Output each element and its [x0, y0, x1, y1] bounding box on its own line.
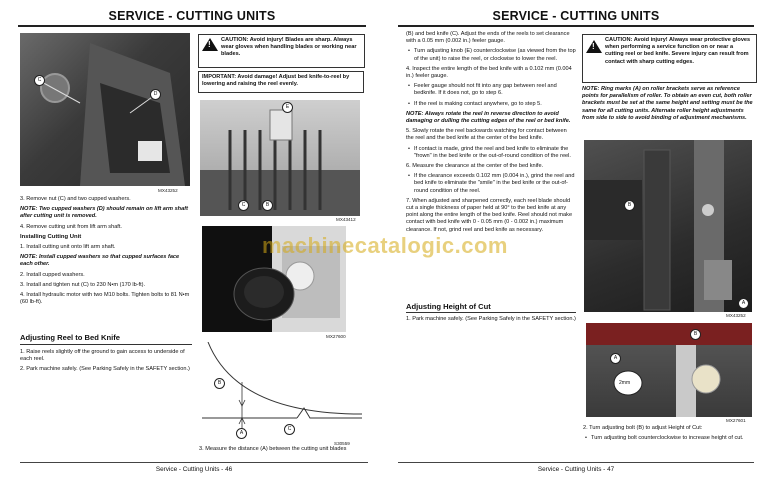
photo-height-of-cut — [586, 323, 752, 417]
important-box — [198, 71, 364, 93]
step-text: 1. Raise reels slightly off the ground to gain access to underside of each reel. — [20, 349, 185, 363]
footer-rule — [398, 462, 754, 463]
bullet-text: • If the clearance exceeds 0.102 mm (0.004 in.), grind the reel and bed knife to eliminate the "smile" in the bed knife or the out-of-round condition of the reel. — [406, 173, 576, 195]
callout-a: A — [610, 353, 621, 364]
warning-icon — [202, 38, 218, 51]
step-text: 2. Park machine safely. (See Parking Safely in the SAFETY section.) — [20, 366, 190, 373]
caution-text: CAUTION: Avoid injury! Always wear protective gloves when performing a service function on or near a cutting reel or bed knife. Severe injury can result from contact with sharp cutting edges. — [605, 37, 751, 65]
bullet-text: • Feeler gauge should not fit into any gap between reel and bedknife. If it does not, go to step 6. — [406, 83, 576, 97]
section-heading: Adjusting Reel to Bed Knife — [20, 333, 120, 342]
step-text: (B) and bed knife (C). Adjust the ends of the reels to set clearance with a 0.05 mm (0.002 in.) feeler gauge. — [406, 31, 570, 45]
right-col1b-text — [406, 316, 576, 326]
step-text: 2. Install cupped washers. — [20, 271, 85, 278]
caution-box — [198, 34, 365, 68]
callout-b: B — [690, 329, 701, 340]
header-rule — [18, 25, 366, 27]
watermark: machinecatalogic.com — [262, 233, 508, 258]
step-text: 3. Measure the distance (A) between the cutting unit blades — [199, 446, 347, 452]
step-text: 5. Slowly rotate the reel backwards watching for contact between the reel and the bed knife at the center of the bed knife. — [406, 128, 567, 142]
warning-icon — [586, 40, 602, 53]
photo-reel-knob — [200, 100, 360, 216]
section-rule — [20, 344, 192, 345]
ring-marks-note: NOTE: Ring marks (A) on roller brackets serve as reference points for parallelism of roller. To obtain an even cut, both roller brackets must be set at the same height and setting must be the same for all cutting units. Alternate roller height adjustments from side to side to avoid binding of adjustment mechanisms. — [582, 86, 753, 121]
callout-b: B — [624, 200, 635, 211]
step-text: 2. Turn adjusting bolt (B) to adjust Height of Cut: — [583, 425, 703, 431]
note-text: NOTE: Two cupped washers (D) should remain on lift arm shaft after cutting unit is removed. — [20, 206, 188, 220]
step-text: 6. Measure the clearance at the center of the bed knife. — [406, 163, 544, 170]
diagram-code: S30559 — [334, 441, 350, 446]
page-footer: Service - Cutting Units - 46 — [155, 466, 233, 473]
page-header: SERVICE - CUTTING UNITS — [492, 9, 660, 23]
callout-c: C — [238, 200, 249, 211]
reel-clearance-diagram — [202, 342, 362, 440]
callout-b: B — [214, 378, 225, 389]
photo-roller-bracket — [584, 140, 752, 312]
left-col2-bottom — [199, 446, 371, 456]
photo-cutting-unit-lift-arm — [20, 33, 190, 186]
left-col1-text — [20, 196, 192, 309]
step-text: 3. Remove nut (C) and two cupped washers. — [20, 196, 131, 202]
step-text: 1. Park machine safely. (See Parking Safely in the SAFETY section.) — [406, 316, 576, 322]
right-col2-bottom — [583, 425, 757, 445]
photo-code: MX43252 — [158, 188, 178, 193]
footer-rule — [20, 462, 368, 463]
callout-e: E — [282, 102, 293, 113]
note-text: NOTE: Install cupped washers so that cupped surfaces face each other. — [20, 254, 180, 268]
callout-c: C — [34, 75, 45, 86]
header-rule — [398, 25, 754, 27]
section-heading: Adjusting Height of Cut — [406, 302, 491, 311]
caution-box — [582, 34, 757, 83]
page-header: SERVICE - CUTTING UNITS — [108, 9, 276, 23]
step-text: 4. Inspect the entire length of the bed knife with a 0.102 mm (0.004 in.) feeler gauge. — [406, 65, 572, 80]
photo-code: MX27600 — [326, 334, 346, 339]
callout-a: A — [236, 428, 247, 439]
callout-c: C — [284, 424, 295, 435]
left-col1b-text — [20, 349, 192, 377]
callout-d: D — [150, 89, 161, 100]
subheading: Installing Cutting Unit — [20, 233, 82, 240]
right-col1-text — [406, 31, 576, 237]
photo-code: MX43412 — [336, 217, 356, 222]
bullet-text: • If contact is made, grind the reel and bed knife to eliminate the "frown" in the bed knife or the out-of-round condition of the reel. — [406, 146, 576, 160]
callout-b: B — [262, 200, 273, 211]
step-text: 4. Remove cutting unit from lift arm shaft. — [20, 223, 122, 230]
step-text: 1. Install cutting unit onto lift arm shaft. — [20, 244, 116, 251]
note-text: NOTE: Always rotate the reel in reverse direction to avoid damaging or dulling the cutting edges of the reel or bed knife. — [406, 110, 571, 125]
caution-text: CAUTION: Avoid injury! Blades are sharp. Always wear gloves when handling blades or working near blades. — [221, 37, 357, 58]
step-text: 3. Install and tighten nut (C) to 230 N•m (170 lb-ft). — [20, 281, 146, 288]
gauge-label: 2mm — [619, 380, 631, 386]
bullet-text: • Turn adjusting bolt counterclockwise to increase height of cut. — [583, 435, 757, 442]
page-footer: Service - Cutting Units - 47 — [537, 466, 615, 473]
section-rule — [406, 312, 576, 313]
bullet-text: • If the reel is making contact anywhere, go to step 5. — [406, 101, 576, 108]
important-text: IMPORTANT: Avoid damage! Adjust bed knife-to-reel by lowering and raising the reel evenly. — [202, 74, 350, 88]
callout-a: A — [738, 298, 749, 309]
photo-code: MX43252 — [726, 313, 746, 318]
bullet-text: • Turn adjusting knob (E) counterclockwise (as viewed from the top of the unit) to raise the reel, or clockwise to lower the reel. — [406, 48, 576, 62]
step-text: 4. Install hydraulic motor with two M10 bolts. Tighten bolts to 81 N•m (60 lb-ft). — [20, 292, 190, 306]
photo-code: MX27601 — [726, 418, 746, 423]
step-text: 7. When adjusted and sharpened correctly, each reel blade should cut a single thickness of paper held at 90° to the bed knife at any point along the entire length of the bed knife. Reel should not make contact with bed knife with 0 - 0.05 mm (0 - 0.002 in.) maximum clearance. If not, grind reel and bed knife as necessary. — [406, 197, 573, 233]
